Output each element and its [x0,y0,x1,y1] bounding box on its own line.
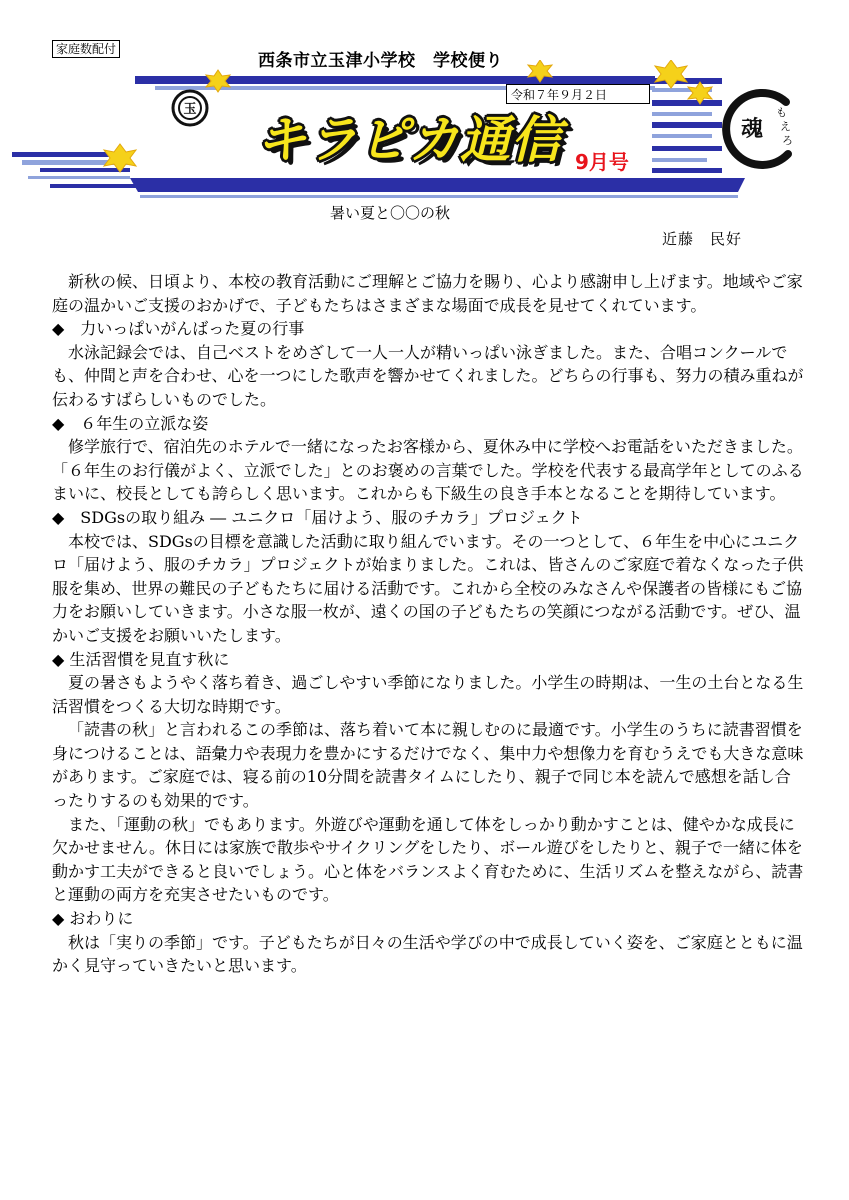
intro-paragraph: 新秋の候、日頃より、本校の教育活動にご理解とご協力を賜り、心より感謝申し上げます。地域やご家庭の温かいご支援のおかげで、子どもたちはさまざまな場面で成長を見せてくれています。 [52,272,803,315]
section-heading-lifestyle: ◆ 生活習慣を見直す秋に [52,649,230,669]
section-paragraph: 「読書の秋」と言われるこの季節は、落ち着いて本に親しむのに最適です。小学生のうちに読書習慣を身につけることは、語彙力や表現力を豊かにするだけでなく、集中力や想像力を育むうえでも大きな意味があります。ご家庭では、寝る前の10分間を読書タイムにしたり、親子で同じ本を読んで感想を話し合ったりするのも効果的です。 [52,720,804,811]
section-paragraph: また、「運動の秋」でもあります。外遊びや運動を通して体をしっかり動かすことは、健やかな成長に欠かせません。休日には家族で散歩やサイクリングをしたり、ボール遊びをしたりと、親子で一緒に体を動かす工夫ができると良いでしょう。心と体をバランスよく育むために、生活リズムを整えながら、読書と運動の両方を充実させたいものです。 [52,814,804,905]
section-paragraph: 秋は「実りの季節」です。子どもたちが日々の生活や学びの中で成長していく姿を、ご家庭とともに温かく見守っていきたいと思います。 [52,932,803,976]
school-newsletter-line: 西条市立玉津小学校 学校便り [258,51,503,71]
article-author: 近藤 民好 [662,230,743,248]
svg-text:玉: 玉 [183,102,197,117]
issue-number: 9月号 [575,150,629,174]
article-body [52,270,804,978]
section-paragraph: 夏の暑さもようやく落ち着き、過ごしやすい季節になりました。小学生の時期は、一生の土台となる生活習慣をつくる大切な時期です。 [52,673,804,716]
svg-text:え: え [780,120,791,133]
section-paragraph: 修学旅行で、宿泊先のホテルで一緒になったお客様から、夏休み中に学校へお電話をいただきました。「６年生のお行儀がよく、立派でした」とのお褒めの言葉でした。学校を代表する最高学年としてのふるまいに、校長としても誇らしく思います。これからも下級生の良き手本となることを期待しています。 [52,437,804,504]
newsletter-title: キラピカ通信 [256,111,562,169]
issue-date: 令和７年９月２日 [506,84,650,104]
article-theme: 暑い夏と〇〇の秋 [330,204,451,222]
right-stripes [652,78,722,173]
svg-text:魂: 魂 [740,116,764,142]
moero-logo-icon [726,93,793,165]
section-heading-sixth-graders: ◆ ６年生の立派な姿 [52,413,209,433]
section-heading-closing: ◆ おわりに [52,909,134,929]
section-paragraph: 本校では、SDGsの目標を意識した活動に取り組んでいます。その一つとして、６年生を中心にユニクロ「届けよう、服のチカラ」プロジェクトが始まりました。これは、皆さんのご家庭で着なくなった子供服を集め、世界の難民の子どもたちに届ける活動です。これから全校のみなさんや保護者の皆様にもご協力をお願いしていきます。小さな服一枚が、遠くの国の子どもたちの笑顔につながる活動です。ぜひ、温かいご支援をお願いいたします。 [52,531,804,645]
section-heading-summer-events: ◆ 力いっぱいがんばった夏の行事 [52,319,305,339]
distribution-tag: 家庭数配付 [52,40,120,58]
svg-text:ろ: ろ [782,134,793,147]
section-paragraph: 水泳記録会では、自己ベストをめざして一人一人が精いっぱい泳ぎました。また、合唱コンクールでも、仲間と声を合わせ、心を一つにした歌声を響かせてくれました。どちらの行事も、努力の積み重ねが伝わるすばらしいものでした。 [52,342,804,409]
school-emblem-icon [173,91,207,125]
section-heading-sdgs: ◆ SDGsの取り組み ― ユニクロ「届けよう、服のチカラ」プロジェクト [52,507,583,527]
svg-text:も: も [776,106,787,119]
